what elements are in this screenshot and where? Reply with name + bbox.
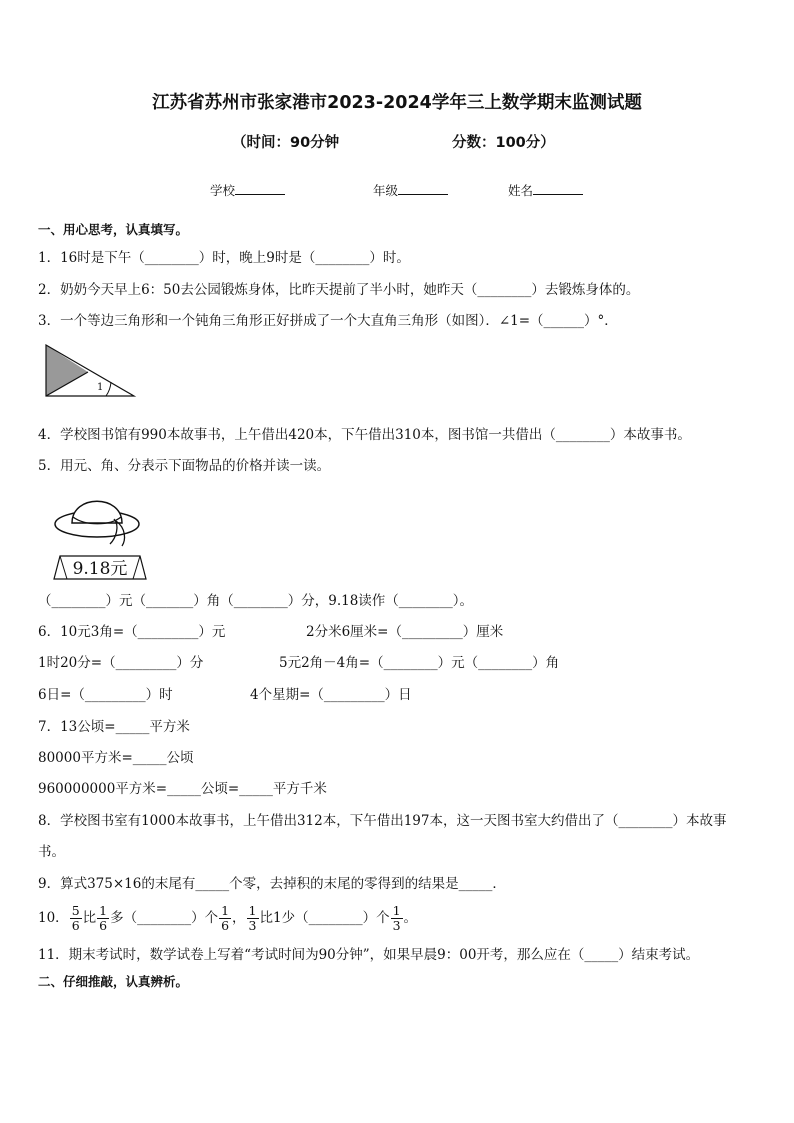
question-7-row1: 7．13公顷=_____平方米 <box>38 719 190 735</box>
exam-score: 分数：100分） <box>452 135 555 151</box>
angle-1-arc <box>106 382 111 396</box>
name-label: 姓名 <box>508 183 534 198</box>
question-8-line1: 8．学校图书室有1000本故事书，上午借出312本，下午借出197本，这一天图书室大约借出了（________）本故事 <box>38 813 727 829</box>
grade-field <box>373 181 448 199</box>
question-6-row3-left: 6日=（_________）时 <box>38 687 173 703</box>
section-1-heading: 一、用心思考，认真填写。 <box>38 222 189 237</box>
question-6-row1-left: 6．10元3角=（_________）元 <box>38 624 226 640</box>
question-10-text-4: 比1少（________）个 <box>259 910 390 926</box>
hat-icon <box>55 501 139 546</box>
question-6-row3-right: 4个星期=（_________）日 <box>250 687 412 703</box>
question-10-text-1: 比 <box>82 910 97 926</box>
question-11: 11．期末考试时，数学试卷上写着“考试时间为90分钟”，如果早晨9：00开考，那么应在（_____）结束考试。 <box>38 947 700 963</box>
question-6-row1-right: 2分米6厘米=（_________）厘米 <box>306 624 504 640</box>
school-blank <box>235 181 285 195</box>
question-10-text-5: 。 <box>403 910 418 926</box>
question-3: 3．一个等边三角形和一个钝角三角形正好拼成了一个大直角三角形（如图）．∠1=（______）°． <box>38 313 618 329</box>
fraction-1-3-a: $\frac{1}{3}$ <box>248 903 257 933</box>
hat-price-figure <box>50 486 150 582</box>
section-2-heading: 二、仔细推敲，认真辨析。 <box>38 974 189 989</box>
question-7-row3: 960000000平方米=_____公顷=_____平方千米 <box>38 781 327 797</box>
question-6-row2-left: 1时20分=（_________）分 <box>38 655 204 671</box>
fraction-1-6-b: $\frac{1}{6}$ <box>221 903 230 933</box>
question-6-row2-right: 5元2角－4角=（________）元（________）角 <box>279 655 560 671</box>
question-5: 5．用元、角、分表示下面物品的价格并读一读。 <box>38 458 331 474</box>
name-field <box>508 181 583 199</box>
price-tag <box>54 556 146 579</box>
question-9: 9．算式375×16的末尾有_____个零，去掉积的末尾的零得到的结果是_____． <box>38 876 506 892</box>
question-10-text-2: 多（________）个 <box>110 910 219 926</box>
question-10-text-3: ， <box>232 910 246 926</box>
school-label: 学校 <box>210 183 236 198</box>
equilateral-triangle <box>46 345 88 396</box>
question-5-answer: （________）元（_______）角（________）分，9.18读作（________）。 <box>38 593 474 609</box>
question-10 <box>38 900 417 936</box>
question-10-prefix: 10． <box>38 910 69 926</box>
question-8-line2: 书。 <box>38 844 65 860</box>
name-blank <box>533 181 583 195</box>
exam-title: 江苏省苏州市张家港市2023-2024学年三上数学期末监测试题 <box>152 93 642 113</box>
price-label: 9.18元 <box>72 559 128 579</box>
question-4: 4．学校图书馆有990本故事书，上午借出420本，下午借出310本，图书馆一共借出（________）本故事书。 <box>38 427 691 443</box>
fraction-5-6: $\frac{5}{6}$ <box>71 903 80 933</box>
question-2: 2．奶奶今天早上6：50去公园锻炼身体，比昨天提前了半小时，她昨天（________）去锻炼身体的。 <box>38 282 640 298</box>
grade-label: 年级 <box>373 183 399 198</box>
grade-blank <box>398 181 448 195</box>
triangle-figure <box>44 343 138 399</box>
exam-time: （时间：90分钟 <box>232 135 340 151</box>
school-field <box>210 181 285 199</box>
fraction-1-6-a: $\frac{1}{6}$ <box>99 903 108 933</box>
question-7-row2: 80000平方米=_____公顷 <box>38 750 194 766</box>
angle-1-label: 1 <box>97 382 104 393</box>
question-1: 1．16时是下午（________）时，晚上9时是（________）时。 <box>38 250 410 266</box>
fraction-1-3-b: $\frac{1}{3}$ <box>392 903 401 933</box>
